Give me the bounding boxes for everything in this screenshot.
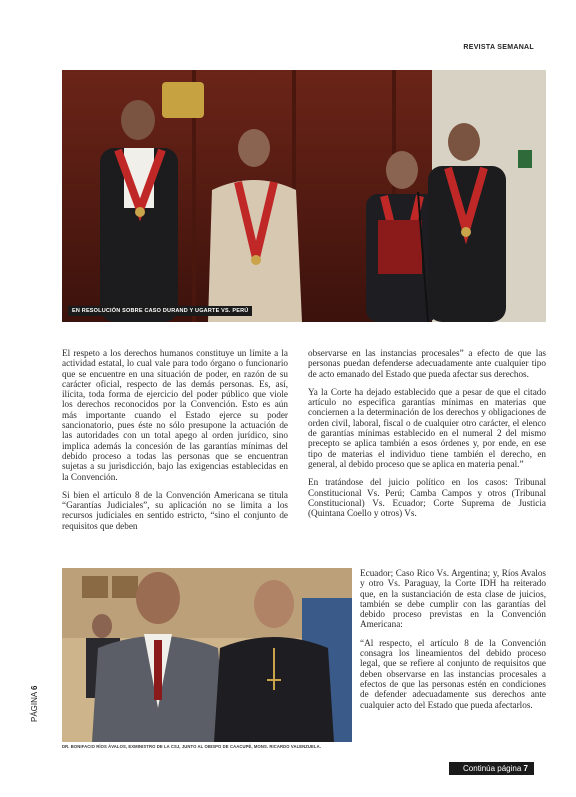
top-photo (62, 70, 546, 322)
right-column (308, 348, 546, 518)
officials-photo-illustration (62, 70, 546, 322)
right-paragraph-3-wide: En tratándose del juicio político en los casos: Tribunal Constitucional Vs. Perú; Camba Campos y otros (Tribunal Constitucional) Vs. Ecuador; Corte Suprema de Justicia (Quintana Coello y otros) Vs. (308, 477, 546, 519)
top-photo-caption: EN RESOLUCIÓN SOBRE CASO DURAND Y UGARTE VS. PERÚ (68, 306, 252, 316)
page-number: 6 (30, 685, 39, 690)
left-paragraph-1: El respeto a los derechos humanos constituye un límite a la actividad estatal, lo cual vale para todo órgano o funcionario que se encuentre en una situación de poder, en razón de su carácter oficial, respecto de las demás personas. Es, así, ilícita, toda forma de ejercicio del poder público que viole los derechos reconocidos por la Convención. Esto es aún más importante cuando el Estado ejerce su poder sancionatorio, pues éste no sólo presupone la actuación de las autoridades con un total apego al orden jurídico, sino implica además la concesión de las garantías mínimas del debido proceso a todas las personas que se encuentran sujetas a su jurisdicción, bajo las exigencias establecidas en la Convención. (62, 348, 288, 482)
continue-page-number: 7 (523, 764, 528, 773)
page-number-label (30, 686, 39, 722)
continue-page-banner (449, 762, 534, 775)
bottom-photo-caption: DR. BONIFACIO RÍOS ÁVALOS, EXMINISTRO DE LA CSJ, JUNTO AL OBISPO DE CAACUPÉ, MONS. RICARDO VALENZUELA. (62, 744, 321, 749)
right-paragraph-1: observarse en las instancias procesales” a efecto de que las personas puedan defenderse adecuadamente ante cualquier tipo de acto emanado del Estado que pueda afectar sus derechos. (308, 348, 546, 379)
magazine-name: REVISTA SEMANAL (463, 44, 534, 51)
page-label: PÁGINA (30, 692, 39, 722)
continue-label: Continúa página (463, 764, 522, 773)
right-paragraph-4: “Al respecto, el artículo 8 de la Convención consagra los lineamientos del debido proceso legal, que se refiere al conjunto de requisitos que deben observarse en las instancias procesales a efectos de que las personas estén en condiciones de defender adecuadamente sus derechos ante cualquier acto del Estado que pueda afectarlos. (360, 637, 546, 710)
right-column-narrow (360, 568, 546, 718)
left-column (62, 348, 288, 539)
bottom-photo (62, 568, 352, 742)
right-paragraph-2: Ya la Corte ha dejado establecido que a pesar de que el citado artículo no especifica garantías mínimas en materias que conciernen a la determinación de los derechos y obligaciones de orden civil, laboral, fiscal o de cualquier otro carácter, el elenco de garantías mínimas establecido en el numeral 2 del mismo precepto se aplica también a esos órdenes y, por ende, en ese tipo de materias el individuo tiene también el derecho, en general, al debido proceso que se aplica en materia penal.” (308, 386, 546, 469)
right-paragraph-3-narrow: Ecuador; Caso Rico Vs. Argentina; y, Ríos Avalos y otro Vs. Paraguay, la Corte IDH ha reiterado que, en la sustanciación de esta clase de juicios, también se debe cumplir con las garantías del debido proceso previstas en la Convención Americana: (360, 568, 546, 630)
minister-bishop-photo-illustration (62, 568, 352, 742)
left-paragraph-2: Si bien el artículo 8 de la Convención Americana se titula “Garantías Judiciales”, su aplicación no se limita a los recursos judiciales en sentido estricto, “sino el conjunto de requisitos que deben (62, 489, 288, 531)
